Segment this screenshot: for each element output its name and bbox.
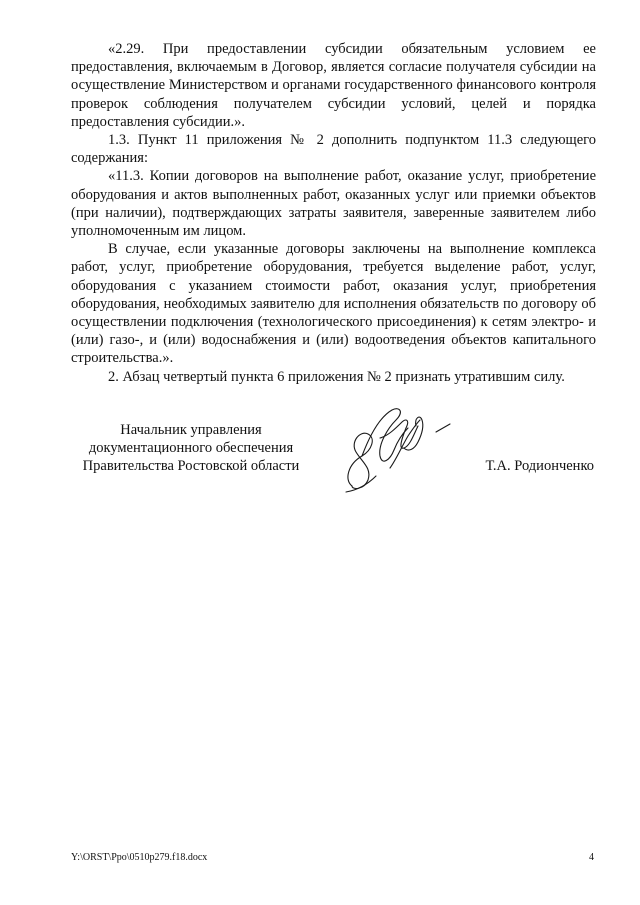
document-body <box>71 40 596 386</box>
signer-name: Т.А. Родионченко <box>485 458 594 474</box>
paragraph-1-3: 1.3. Пункт 11 приложения № 2 дополнить подпунктом 11.3 следующего содержания: <box>71 132 596 167</box>
handwritten-signature <box>338 398 456 498</box>
footer-file-path: Y:\ORST\Ppo\0510p279.f18.docx <box>71 852 208 863</box>
signer-position-line-2: документационного обеспечения <box>88 440 294 457</box>
paragraph-2-29: «2.29. При предоставлении субсидии обязательным условием ее предоставления, включаемым в Договор, является согласие получателя субсидии на осуществление Министерством и органами государственного финансового контроля проверок соблюдения получателем субсидии условий, целей и порядка предоставления субсидии.». <box>71 41 596 130</box>
signer-position <box>71 421 311 476</box>
signer-position-line-1: Начальник управления <box>120 422 262 438</box>
paragraph-contracts-case: В случае, если указанные договоры заключены на выполнение комплекса работ, услуг, приобретение оборудования, требуется выделение работ, услуг, оборудования с указанием стоимости работ, оказания услуг, приобретения оборудования, необходимых заявителю для исполнения обязательств по договору об осуществлении подключения (технологического присоединения) к сетям электро- и (или) газо-, и (или) водоснабжения и (или) водоотведения объектов капитального строительства.». <box>71 241 596 367</box>
paragraph-2-repeal: 2. Абзац четвертый пункта 6 приложения № 2 признать утратившим силу. <box>108 368 565 385</box>
signer-position-line-3: Правительства Ростовской области <box>82 458 300 475</box>
page-number: 4 <box>589 852 594 863</box>
paragraph-11-3: «11.3. Копии договоров на выполнение работ, оказание услуг, приобретение оборудования и актов выполненных работ, оказанных услуг или приемки объектов (при наличии), подтверждающих затраты заявителя, заверенные заявителем либо уполномоченным им лицом. <box>71 168 596 240</box>
